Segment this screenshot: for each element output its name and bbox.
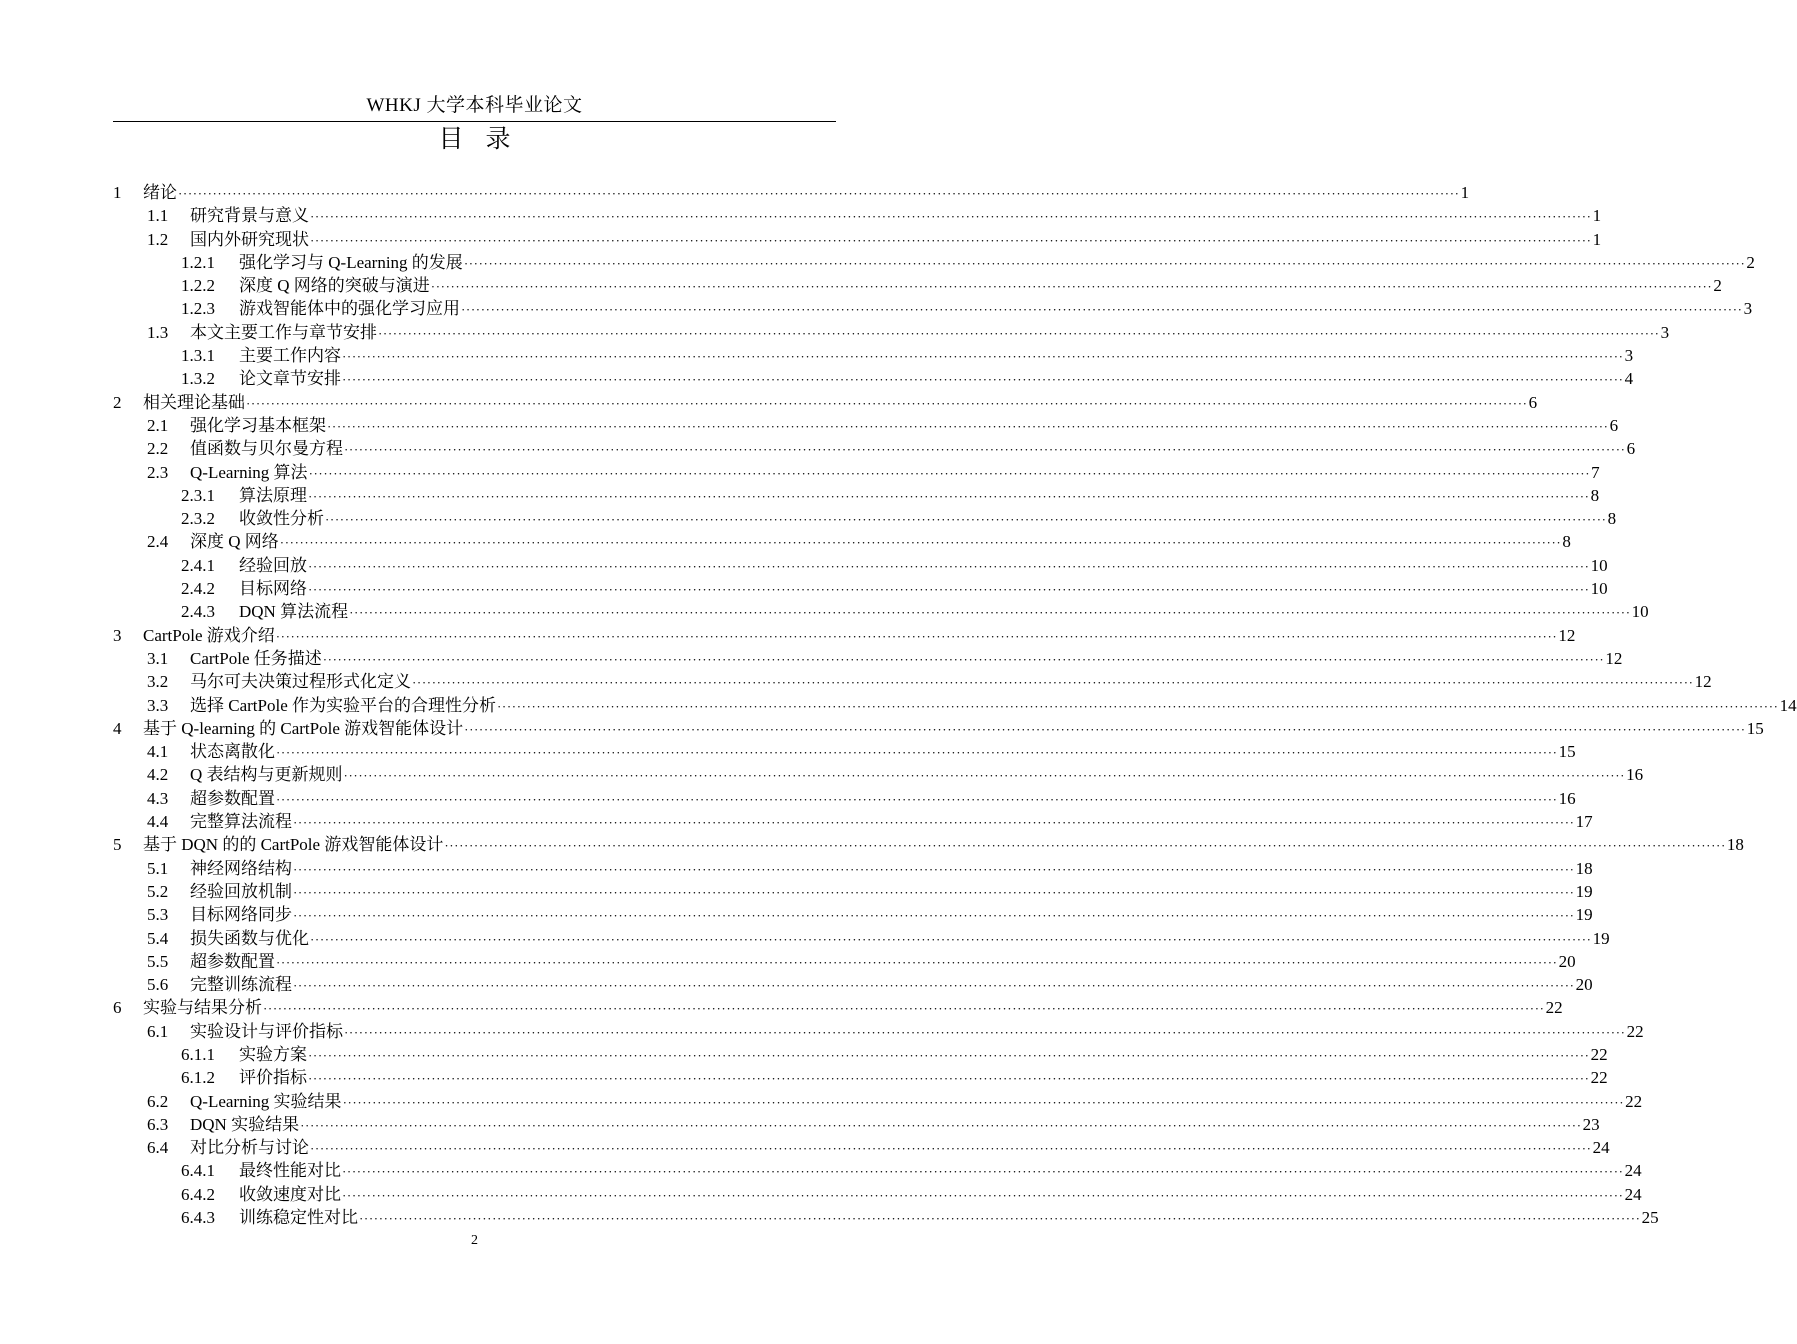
toc-entry[interactable]	[113, 461, 1600, 484]
toc-entry[interactable]	[113, 1090, 1643, 1113]
toc-entry-page: 24	[1624, 1184, 1642, 1204]
toc-entry-number: 6.4.1	[181, 1161, 215, 1181]
toc-entry-number: 2.4.3	[181, 602, 215, 622]
toc-entry-number: 1.3.2	[181, 369, 215, 389]
toc-dot-leader: ····································································································································································································································································	[275, 628, 1558, 644]
toc-entry-number: 1.2	[147, 229, 169, 249]
toc-entry-number: 2.2	[147, 439, 169, 459]
toc-entry-number: 4.4	[147, 812, 169, 832]
toc-entry-title: 强化学习基本框架	[190, 415, 326, 435]
toc-entry-page: 6	[1626, 439, 1636, 459]
toc-dot-leader: ····································································································································································································································································	[344, 1024, 1626, 1040]
toc-dot-leader: ····································································································································································································································································	[310, 232, 1592, 248]
toc-entry-page: 6	[1528, 392, 1538, 412]
toc-entry-page: 8	[1562, 532, 1571, 552]
toc-entry-number: 6.4.3	[181, 1208, 215, 1228]
toc-dot-leader: ····································································································································································································································································	[342, 349, 1624, 365]
toc-entry-title: DQN 实验结果	[190, 1114, 300, 1134]
toc-entry[interactable]	[113, 787, 1576, 810]
toc-entry-title: 主要工作内容	[239, 346, 341, 366]
toc-entry-number: 5.2	[147, 881, 169, 901]
toc-entry-page: 12	[1605, 648, 1623, 668]
toc-entry-page: 3	[1624, 346, 1634, 366]
toc-entry-title: 基于 Q-learning 的 CartPole 游戏智能体设计	[143, 718, 464, 738]
toc-entry-number: 2	[113, 392, 122, 412]
toc-entry[interactable]	[113, 694, 1797, 717]
toc-dot-leader: ····································································································································································································································································	[342, 1094, 1625, 1110]
toc-dot-leader: ····································································································································································································································································	[327, 418, 1609, 434]
toc-dot-leader: ····································································································································································································································································	[293, 861, 1575, 877]
toc-entry-number: 6	[113, 998, 122, 1018]
toc-entry-page: 15	[1746, 718, 1764, 738]
toc-entry-number: 2.3.1	[181, 485, 215, 505]
toc-entry[interactable]	[113, 554, 1608, 577]
toc-entry[interactable]	[113, 1159, 1642, 1182]
toc-entry[interactable]	[113, 484, 1600, 507]
toc-entry-title: Q-Learning 实验结果	[190, 1091, 342, 1111]
toc-entry[interactable]	[113, 228, 1602, 251]
toc-entry-title: 研究背景与意义	[190, 206, 309, 226]
toc-dot-leader: ····································································································································································································································································	[497, 698, 1779, 714]
toc-entry-page: 24	[1592, 1138, 1610, 1158]
toc-entry-page: 3	[1660, 322, 1670, 342]
toc-entry[interactable]	[113, 950, 1576, 973]
toc-entry-page: 20	[1575, 975, 1593, 995]
toc-entry[interactable]	[113, 1020, 1644, 1043]
toc-entry-title: Q 表结构与更新规则	[190, 765, 343, 785]
toc-entry-number: 3	[113, 625, 122, 645]
toc-entry-page: 1	[1592, 229, 1602, 249]
toc-entry[interactable]	[113, 414, 1619, 437]
toc-entry-page: 2	[1746, 252, 1755, 272]
toc-entry-title: 超参数配置	[190, 788, 275, 808]
toc-entry-title: 超参数配置	[190, 951, 275, 971]
toc-entry[interactable]	[113, 763, 1644, 786]
toc-entry[interactable]	[113, 344, 1634, 367]
toc-entry-title: 神经网络结构	[190, 858, 292, 878]
toc-entry[interactable]	[113, 927, 1610, 950]
toc-entry-title: 最终性能对比	[239, 1161, 341, 1181]
toc-entry-number: 6.1.1	[181, 1044, 215, 1064]
toc-entry-number: 1.2.3	[181, 299, 215, 319]
toc-entry[interactable]	[113, 973, 1593, 996]
toc-entry-page: 14	[1779, 695, 1797, 715]
toc-entry-number: 3.2	[147, 672, 169, 692]
toc-entry-page: 12	[1558, 625, 1576, 645]
toc-entry-page: 8	[1607, 509, 1617, 529]
toc-entry-page: 25	[1641, 1208, 1659, 1228]
toc-entry[interactable]	[113, 391, 1538, 414]
toc-entry[interactable]	[113, 670, 1712, 693]
toc-dot-leader: ····································································································································································································································································	[276, 745, 1558, 761]
toc-entry[interactable]	[113, 321, 1670, 344]
toc-entry-page: 16	[1626, 765, 1644, 785]
toc-entry-page: 19	[1575, 905, 1593, 925]
toc-entry-title: Q-Learning 算法	[190, 462, 308, 482]
toc-dot-leader: ····································································································································································································································································	[349, 605, 1631, 621]
toc-entry[interactable]	[113, 857, 1593, 880]
toc-entry-number: 6.4.2	[181, 1184, 215, 1204]
toc-entry[interactable]	[113, 530, 1571, 553]
toc-dot-leader: ····································································································································································································································································	[344, 442, 1626, 458]
toc-dot-leader: ····································································································································································································································································	[308, 1071, 1590, 1087]
toc-dot-leader: ····································································································································································································································································	[308, 488, 1590, 504]
toc-entry-title: 完整算法流程	[190, 812, 292, 832]
toc-entry-title: 目标网络同步	[190, 905, 292, 925]
toc-entry-page: 22	[1545, 998, 1563, 1018]
toc-entry-number: 2.4	[147, 532, 169, 552]
toc-entry-page: 18	[1726, 835, 1744, 855]
toc-entry-page: 7	[1591, 462, 1600, 482]
toc-entry[interactable]	[113, 507, 1617, 530]
toc-entry-number: 2.1	[147, 415, 169, 435]
toc-dot-leader: ····································································································································································································································································	[444, 838, 1726, 854]
toc-entry-title: DQN 算法流程	[239, 602, 349, 622]
toc-entry-number: 6.4	[147, 1138, 169, 1158]
toc-entry-page: 24	[1624, 1161, 1642, 1181]
toc-entry-page: 19	[1575, 881, 1593, 901]
toc-dot-leader: ····································································································································································································································································	[308, 1047, 1590, 1063]
toc-entry-title: 完整训练流程	[190, 975, 292, 995]
toc-entry-title: 收敛性分析	[239, 509, 324, 529]
toc-entry-title: 评价指标	[239, 1068, 307, 1088]
toc-dot-leader: ····································································································································································································································································	[412, 675, 1694, 691]
toc-entry[interactable]	[113, 437, 1636, 460]
toc-dot-leader: ····································································································································································································································································	[342, 1187, 1624, 1203]
toc-entry-title: 经验回放	[239, 555, 307, 575]
toc-entry-page: 6	[1609, 415, 1619, 435]
toc-entry-page: 1	[1460, 183, 1470, 202]
toc-entry[interactable]	[113, 274, 1722, 297]
toc-entry-title: CartPole 任务描述	[190, 648, 322, 668]
toc-entry-number: 2.4.2	[181, 579, 215, 599]
toc-dot-leader: ····································································································································································································································································	[342, 1164, 1624, 1180]
toc-entry[interactable]	[113, 181, 1470, 204]
toc-dot-leader: ····································································································································································································································································	[310, 931, 1592, 947]
toc-dot-leader: ····································································································································································································································································	[308, 465, 1591, 481]
toc-dot-leader: ····································································································································································································································································	[308, 558, 1590, 574]
toc-entry-number: 5.4	[147, 928, 169, 948]
toc-entry[interactable]	[113, 740, 1576, 763]
toc-entry[interactable]	[113, 1136, 1610, 1159]
toc-dot-leader: ····································································································································································································································································	[463, 255, 1746, 271]
toc-entry[interactable]	[113, 810, 1593, 833]
toc-dot-leader: ····································································································································································································································································	[308, 582, 1590, 598]
toc-dot-leader: ····································································································································································································································································	[378, 325, 1660, 341]
toc-entry-page: 18	[1575, 858, 1593, 878]
toc-entry-title: 目标网络	[239, 579, 307, 599]
toc-entry-number: 6.1	[147, 1021, 169, 1041]
toc-entry[interactable]	[113, 903, 1593, 926]
toc-list	[113, 181, 1797, 1229]
toc-entry-title: 实验方案	[239, 1044, 307, 1064]
toc-entry-number: 4.2	[147, 765, 169, 785]
page-number: 2	[471, 1233, 478, 1248]
toc-entry[interactable]	[113, 600, 1649, 623]
toc-entry-number: 2.4.1	[181, 555, 215, 575]
toc-dot-leader: ····································································································································································································································································	[293, 978, 1575, 994]
toc-entry-title: 实验与结果分析	[143, 998, 262, 1018]
toc-entry-title: 算法原理	[239, 485, 307, 505]
toc-entry-number: 5	[113, 835, 122, 855]
toc-entry[interactable]	[113, 251, 1755, 274]
toc-entry-title: CartPole 游戏介绍	[143, 625, 275, 645]
toc-dot-leader: ····································································································································································································································································	[263, 1001, 1545, 1017]
toc-dot-leader: ····································································································································································································································································	[464, 721, 1746, 737]
toc-dot-leader: ····································································································································································································································································	[461, 302, 1743, 318]
toc-entry-number: 4.3	[147, 788, 169, 808]
toc-entry-title: 马尔可夫决策过程形式化定义	[190, 672, 411, 692]
toc-entry-number: 3.1	[147, 648, 169, 668]
toc-entry-page: 2	[1713, 276, 1722, 296]
toc-dot-leader: ····································································································································································································································································	[342, 372, 1624, 388]
toc-entry-number: 1.1	[147, 206, 169, 226]
toc-entry-number: 5.1	[147, 858, 169, 878]
toc-entry-page: 22	[1625, 1091, 1643, 1111]
toc-entry-page: 22	[1590, 1068, 1608, 1088]
toc-entry-title: 损失函数与优化	[190, 928, 309, 948]
toc-entry-title: 基于 DQN 的的 CartPole 游戏智能体设计	[143, 835, 444, 855]
toc-entry-title: 收敛速度对比	[239, 1184, 341, 1204]
toc-entry-title: 本文主要工作与章节安排	[190, 322, 377, 342]
toc-entry-number: 4	[113, 718, 122, 738]
toc-dot-leader: ····································································································································································································································································	[430, 279, 1713, 295]
toc-entry-page: 3	[1743, 299, 1753, 319]
toc-entry[interactable]	[113, 624, 1576, 647]
toc-entry-title: 选择 CartPole 作为实验平台的合理性分析	[190, 695, 496, 715]
toc-dot-leader: ····································································································································································································································································	[359, 1211, 1641, 1227]
toc-dot-leader: ····································································································································································································································································	[276, 954, 1558, 970]
toc-entry-number: 5.5	[147, 951, 169, 971]
toc-entry-page: 10	[1590, 555, 1608, 575]
toc-entry-page: 8	[1590, 485, 1600, 505]
toc-entry-number: 3.3	[147, 695, 169, 715]
toc-title: 目录	[438, 126, 533, 153]
toc-dot-leader: ····································································································································································································································································	[293, 884, 1575, 900]
toc-entry-page: 4	[1624, 369, 1634, 389]
toc-entry[interactable]	[113, 880, 1593, 903]
toc-entry-page: 20	[1558, 951, 1576, 971]
toc-entry-page: 12	[1694, 672, 1712, 692]
toc-entry-title: 绪论	[143, 183, 177, 202]
toc-entry-number: 4.1	[147, 742, 169, 762]
toc-dot-leader: ····································································································································································································································································	[276, 791, 1558, 807]
toc-entry-page: 23	[1582, 1114, 1600, 1134]
toc-dot-leader: ····································································································································································································································································	[322, 651, 1605, 667]
toc-entry-title: 游戏智能体中的强化学习应用	[239, 299, 460, 319]
toc-entry-page: 17	[1575, 812, 1593, 832]
toc-entry-number: 2.3.2	[181, 509, 215, 529]
toc-dot-leader: ····································································································································································································································································	[293, 908, 1575, 924]
toc-entry[interactable]	[113, 367, 1634, 390]
toc-dot-leader: ····································································································································································································································································	[310, 209, 1592, 225]
toc-entry-title: 相关理论基础	[143, 392, 245, 412]
toc-entry-page: 19	[1592, 928, 1610, 948]
toc-entry-title: 深度 Q 网络	[190, 532, 279, 552]
toc-entry-page: 15	[1558, 742, 1576, 762]
toc-dot-leader: ····································································································································································································································································	[325, 512, 1607, 528]
toc-entry[interactable]	[113, 647, 1623, 670]
toc-entry-number: 1.2.1	[181, 252, 215, 272]
toc-entry-title: 实验设计与评价指标	[190, 1021, 343, 1041]
toc-entry-number: 1.2.2	[181, 276, 215, 296]
toc-entry-number: 2.3	[147, 462, 169, 482]
toc-entry-title: 论文章节安排	[239, 369, 341, 389]
toc-entry[interactable]	[113, 1043, 1608, 1066]
toc-entry-page: 22	[1590, 1044, 1608, 1064]
toc-entry[interactable]	[113, 1113, 1600, 1136]
toc-entry-number: 1.3	[147, 322, 169, 342]
toc-entry[interactable]	[113, 1066, 1608, 1089]
toc-entry-number: 6.2	[147, 1091, 169, 1111]
toc-entry-title: 值函数与贝尔曼方程	[190, 439, 343, 459]
running-header: WHKJ 大学本科毕业论文	[366, 95, 583, 116]
toc-entry-title: 深度 Q 网络的突破与演进	[239, 276, 430, 296]
toc-entry-page: 22	[1626, 1021, 1644, 1041]
toc-entry-number: 1.3.1	[181, 346, 215, 366]
toc-entry[interactable]	[113, 297, 1753, 320]
toc-entry-title: 状态离散化	[190, 742, 275, 762]
toc-entry-number: 5.6	[147, 975, 169, 995]
toc-dot-leader: ····································································································································································································································································	[310, 1141, 1592, 1157]
toc-dot-leader: ····································································································································································································································································	[279, 535, 1562, 551]
toc-entry-page: 10	[1590, 579, 1608, 599]
toc-entry[interactable]	[113, 1206, 1659, 1229]
toc-entry[interactable]	[113, 204, 1602, 227]
toc-entry[interactable]	[113, 996, 1563, 1019]
toc-entry-title: 国内外研究现状	[190, 229, 309, 249]
toc-entry-page: 10	[1631, 602, 1649, 622]
toc-entry-number: 6.3	[147, 1114, 169, 1134]
toc-entry-number: 5.3	[147, 905, 169, 925]
toc-dot-leader: ····································································································································································································································································	[343, 768, 1626, 784]
toc-dot-leader: ····································································································································································································································································	[246, 395, 1528, 411]
toc-entry-number: 6.1.2	[181, 1068, 215, 1088]
toc-entry-title: 强化学习与 Q-Learning 的发展	[239, 252, 463, 272]
toc-dot-leader: ····································································································································································································································································	[300, 1117, 1582, 1133]
toc-entry[interactable]	[113, 833, 1744, 856]
toc-entry-title: 经验回放机制	[190, 881, 292, 901]
toc-entry[interactable]	[113, 577, 1608, 600]
toc-entry[interactable]	[113, 1183, 1642, 1206]
toc-entry-number: 1	[113, 183, 122, 202]
toc-entry-page: 16	[1558, 788, 1576, 808]
toc-entry-page: 1	[1592, 206, 1602, 226]
toc-entry[interactable]	[113, 717, 1764, 740]
toc-entry-title: 对比分析与讨论	[190, 1138, 309, 1158]
toc-dot-leader: ····································································································································································································································································	[178, 186, 1460, 201]
toc-entry-title: 训练稳定性对比	[239, 1208, 358, 1228]
toc-dot-leader: ····································································································································································································································································	[293, 815, 1575, 831]
